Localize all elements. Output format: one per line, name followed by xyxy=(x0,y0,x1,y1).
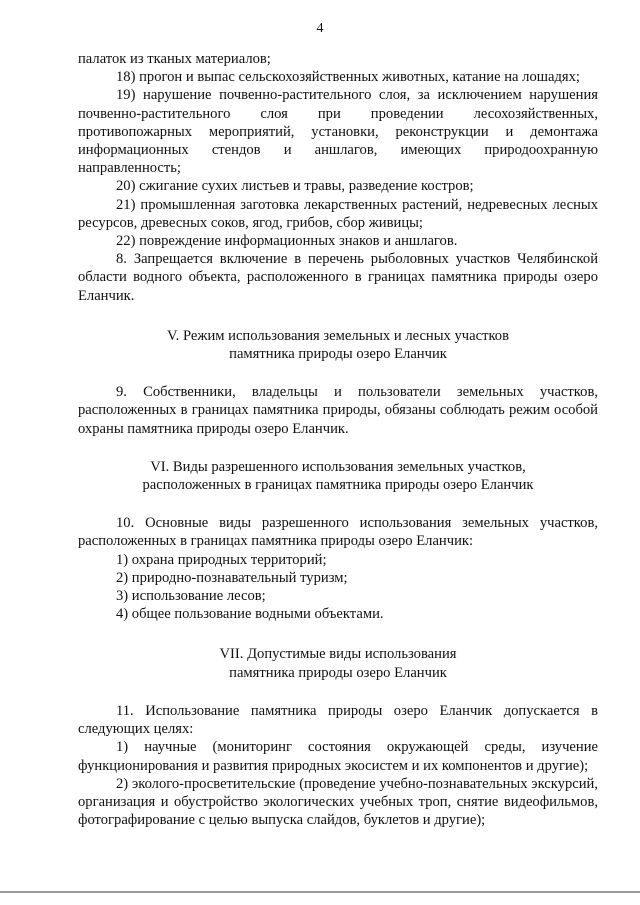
section-heading-line: VII. Допустимые виды использования xyxy=(219,646,457,663)
paragraph-clause-10: 10. Основные виды разрешенного использования земельных участков, расположенных в границах памятника природы озеро Еланчик: xyxy=(78,515,598,550)
list-item: 2) природно-познавательный туризм; xyxy=(116,569,348,586)
section-heading-line: VI. Виды разрешенного использования земельных участков, xyxy=(150,458,526,475)
document-body xyxy=(78,50,598,829)
section-heading-line: V. Режим использования земельных и лесных участков xyxy=(167,327,509,344)
paragraph: палаток из тканых материалов; xyxy=(78,51,271,67)
list-item: 4) общее пользование водными объектами. xyxy=(116,606,384,623)
section-heading-vi xyxy=(78,458,598,494)
section-heading-v xyxy=(78,327,598,363)
paragraph-item-21: 21) промышленная заготовка лекарственных растений, недревесных лесных ресурсов, древесных соков, ягод, грибов, сбор живицы; xyxy=(78,196,598,231)
paragraph-item-20: 20) сжигание сухих листьев и травы, разведение костров; xyxy=(116,178,474,195)
section-heading-line: памятника природы озеро Еланчик xyxy=(229,346,447,363)
list-item: 3) использование лесов; xyxy=(116,588,266,605)
paragraph-clause-11: 11. Использование памятника природы озеро Еланчик допускается в следующих целях: xyxy=(78,702,598,738)
paragraph-purpose-2: 2) эколого-просветительские (проведение учебно-познавательных экскурсий, организация и обустройство экологических учебных троп, снятие видеофильмов, фотографирование с целью выпуска слайдов, буклетов и другие); xyxy=(78,775,598,829)
section-heading-vii xyxy=(78,645,598,681)
section-heading-line: расположенных в границах памятника природы озеро Еланчик xyxy=(142,477,534,494)
paragraph-clause-9: 9. Собственники, владельцы и пользователи земельных участков, расположенных в границах памятника природы, обязаны соблюдать режим особой охраны памятника природы озеро Еланчик. xyxy=(78,384,598,437)
paragraph-item-18: 18) прогон и выпас сельскохозяйственных животных, катание на лошадях; xyxy=(116,69,580,86)
paragraph-purpose-1: 1) научные (мониторинг состояния окружающей среды, изучение функционирования и развития природных экосистем и их компонентов и другие); xyxy=(78,739,598,774)
page-number: 4 xyxy=(316,21,324,36)
page-bottom-edge xyxy=(0,891,640,893)
section-heading-line: памятника природы озеро Еланчик xyxy=(229,664,447,681)
list-item: 1) охрана природных территорий; xyxy=(116,551,327,568)
paragraph-item-22: 22) повреждение информационных знаков и аншлагов. xyxy=(116,233,458,250)
paragraph-clause-8: 8. Запрещается включение в перечень рыболовных участков Челябинской области водного объекта, расположенного в границах памятника природы озеро Еланчик. xyxy=(78,251,598,304)
paragraph-item-19: 19) нарушение почвенно-растительного слоя, за исключением нарушения почвенно-растительного слоя при проведении лесохозяйственных, противопожарных мероприятий, установки, реконструкции и демонтажа информационных стендов и аншлагов, имеющих природоохранную направленность; xyxy=(78,87,598,177)
